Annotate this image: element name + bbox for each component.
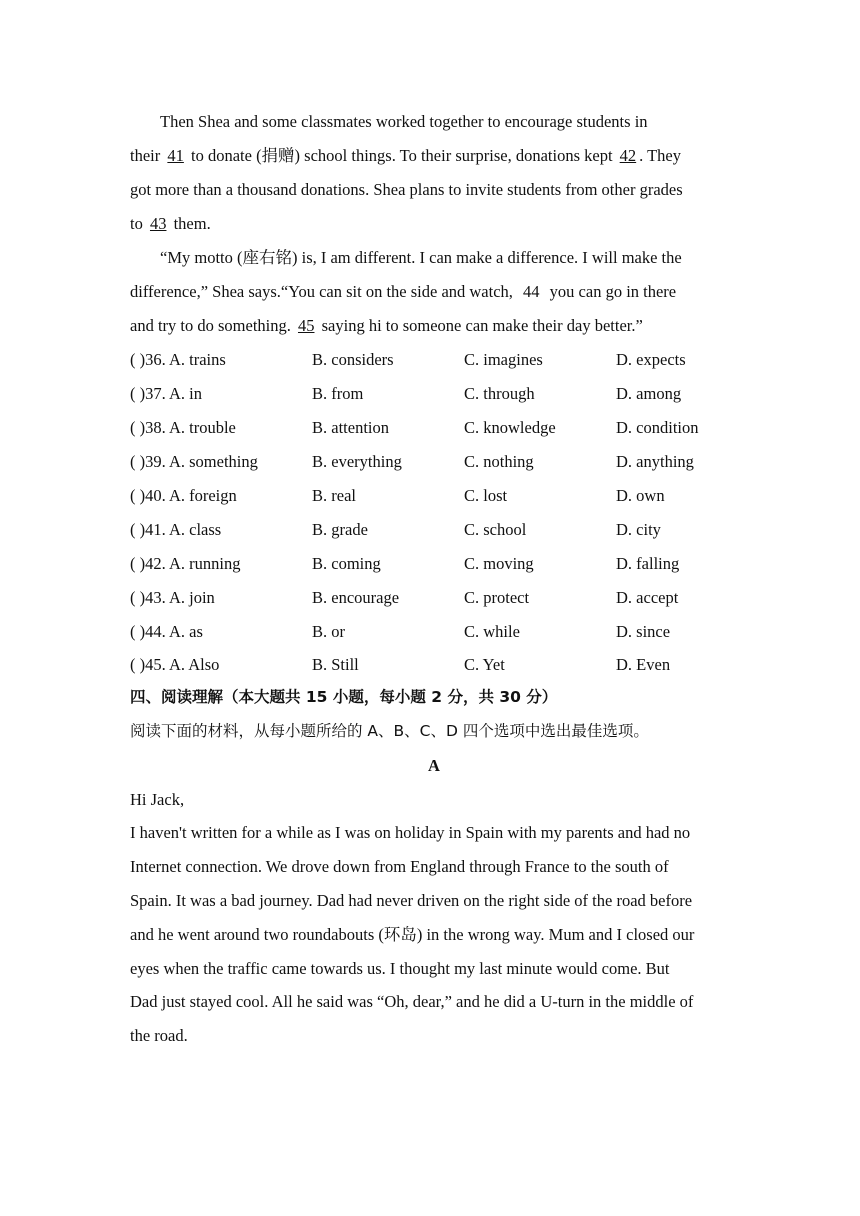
passage-text: saying hi to someone can make their day better.” [321, 316, 643, 335]
letter-line: I haven't written for a while as I was on holiday in Spain with my parents and had no [130, 823, 691, 842]
letter-line: Spain. It was a bad journey. Dad had never driven on the right side of the road before [130, 891, 693, 910]
option-d: D. expects [616, 350, 686, 369]
question-number-option-a: ( )38. A. trouble [130, 418, 236, 437]
option-d: D. accept [616, 588, 679, 607]
question-row [130, 384, 730, 404]
option-c: C. moving [464, 554, 534, 573]
passage-text: their [130, 146, 161, 165]
option-d: D. falling [616, 554, 680, 573]
passage-line [130, 248, 760, 268]
option-c: C. lost [464, 486, 508, 505]
question-row [130, 655, 730, 675]
passage-line [130, 282, 730, 302]
question-row [130, 452, 730, 472]
letter-line: the road. [130, 1026, 188, 1045]
passage-text: difference,” Shea says.“You can sit on the side and watch, [130, 282, 513, 301]
option-b: B. or [312, 622, 345, 641]
option-c: C. protect [464, 588, 530, 607]
option-c: C. Yet [464, 655, 505, 674]
letter-line: and he went around two roundabouts (环岛) in the wrong way. Mum and I closed our [130, 925, 695, 944]
passage-text: got more than a thousand donations. Shea plans to invite students from other grades [130, 180, 683, 199]
option-d: D. Even [616, 655, 671, 674]
passage-line [130, 180, 730, 200]
passage-text: “My motto (座右铭) is, I am different. I can make a difference. I will make the [160, 248, 682, 267]
part-label: A [428, 756, 440, 775]
option-d: D. condition [616, 418, 699, 437]
question-row [130, 622, 730, 642]
option-d: D. own [616, 486, 665, 505]
question-row [130, 588, 730, 608]
passage-text: you can go in there [549, 282, 677, 301]
question-number-option-a: ( )39. A. something [130, 452, 258, 471]
option-c: C. while [464, 622, 520, 641]
letter-greeting: Hi Jack, [130, 790, 185, 809]
passage-line [130, 112, 760, 132]
question-number-option-a: ( )42. A. running [130, 554, 241, 573]
blank-41: 41 [167, 146, 184, 165]
question-number-option-a: ( )40. A. foreign [130, 486, 237, 505]
option-b: B. considers [312, 350, 394, 369]
option-b: B. grade [312, 520, 368, 539]
option-c: C. through [464, 384, 535, 403]
passage-line [130, 146, 730, 166]
letter-line: Dad just stayed cool. All he said was “Oh, dear,” and he did a U-turn in the middle of [130, 992, 694, 1011]
passage-text: . They [639, 146, 682, 165]
question-number-option-a: ( )36. A. trains [130, 350, 226, 369]
blank-42: 42 [619, 146, 637, 165]
option-d: D. among [616, 384, 682, 403]
letter-line: Internet connection. We drove down from England through France to the south of [130, 857, 669, 876]
option-b: B. encourage [312, 588, 400, 607]
blank-45: 45 [297, 316, 315, 335]
option-c: C. school [464, 520, 527, 539]
blank-43: 43 [149, 214, 167, 233]
question-number-option-a: ( )37. A. in [130, 384, 202, 403]
option-c: C. imagines [464, 350, 543, 369]
question-number-option-a: ( )43. A. join [130, 588, 215, 607]
question-number-option-a: ( )41. A. class [130, 520, 222, 539]
section-heading: 四、阅读理解（本大题共 15 小题，每小题 2 分，共 30 分） [130, 688, 558, 706]
option-d: D. city [616, 520, 661, 539]
passage-line [130, 214, 730, 234]
option-b: B. real [312, 486, 356, 505]
passage-text: to [130, 214, 143, 233]
passage-text: and try to do something. [130, 316, 291, 335]
option-d: D. since [616, 622, 671, 641]
passage-text: Then Shea and some classmates worked together to encourage students in [160, 112, 648, 131]
question-row [130, 418, 730, 438]
option-b: B. Still [312, 655, 359, 674]
question-number-option-a: ( )45. A. Also [130, 655, 220, 674]
option-b: B. coming [312, 554, 381, 573]
section-instruction: 阅读下面的材料，从每小题所给的 A、B、C、D 四个选项中选出最佳选项。 [130, 722, 649, 740]
passage-text: to donate (捐赠) school things. To their surprise, donations kept [191, 146, 613, 165]
option-b: B. attention [312, 418, 389, 437]
question-row [130, 554, 730, 574]
letter-line: eyes when the traffic came towards us. I thought my last minute would come. But [130, 959, 670, 978]
option-d: D. anything [616, 452, 694, 471]
option-b: B. from [312, 384, 364, 403]
blank-44: 44 [523, 282, 540, 301]
question-row [130, 486, 730, 506]
question-row [130, 350, 730, 370]
passage-line [130, 316, 730, 336]
question-number-option-a: ( )44. A. as [130, 622, 203, 641]
passage-text: them. [173, 214, 211, 233]
option-c: C. nothing [464, 452, 534, 471]
option-b: B. everything [312, 452, 402, 471]
question-row [130, 520, 730, 540]
option-c: C. knowledge [464, 418, 556, 437]
